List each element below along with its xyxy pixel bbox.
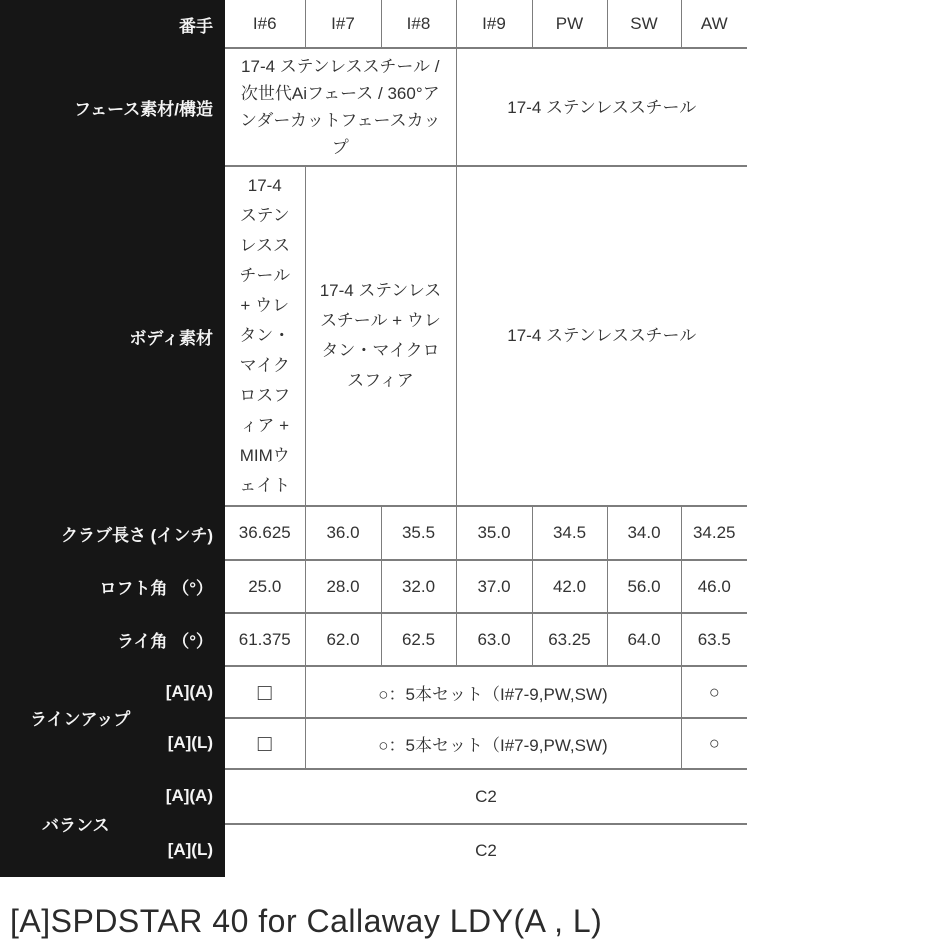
header-row (0, 0, 747, 48)
col-header-i9: I#9 (456, 0, 532, 48)
club-length-row (0, 506, 747, 560)
loft-angle-row (0, 560, 747, 613)
balance-group-label: バランス (42, 815, 110, 835)
lineup-group-label: ラインアップ (30, 710, 131, 729)
length-cell: 34.0 (607, 506, 681, 560)
lineup-a-aw-circle-glyph: ○ (681, 666, 747, 718)
lie-cell: 63.0 (456, 613, 532, 666)
lie-cell: 64.0 (607, 613, 681, 666)
lineup-sub-label-a: [A](A) (165, 681, 213, 701)
balance-sub-label-a: [A](A) (165, 786, 213, 805)
col-header-pw: PW (532, 0, 607, 48)
col-header-sw: SW (607, 0, 681, 48)
lineup-l-aw-circle-glyph: ○ (681, 718, 747, 769)
lie-cell: 63.5 (681, 613, 747, 666)
lineup-a-i6-square-glyph: □ (225, 666, 305, 718)
lineup-sub-label-l: [A](L) (167, 733, 213, 753)
loft-cell: 32.0 (381, 560, 456, 613)
col-header-aw: AW (681, 0, 747, 48)
product-caption: [A]SPDSTAR 40 for Callaway LDY(A , L) (10, 903, 603, 939)
length-cell: 34.5 (532, 506, 607, 560)
length-cell: 36.0 (305, 506, 381, 560)
length-cell: 35.0 (456, 506, 532, 560)
row-header-lie-angle: ライ角 （°） (0, 613, 225, 666)
lineup-l-i6-square-glyph: □ (225, 718, 305, 769)
lie-cell: 62.0 (305, 613, 381, 666)
lineup-l-set-note-cell: ○：5本セット（I#7-9,PW,SW) (305, 718, 681, 769)
lie-cell: 61.375 (225, 613, 305, 666)
row-header-lineup (0, 666, 225, 769)
loft-cell: 25.0 (225, 560, 305, 613)
length-cell: 36.625 (225, 506, 305, 560)
face-material-row (0, 48, 747, 166)
col-header-i8: I#8 (381, 0, 456, 48)
length-cell: 34.25 (681, 506, 747, 560)
row-header-loft-angle: ロフト角 （°） (0, 560, 225, 613)
length-cell: 35.5 (381, 506, 456, 560)
balance-a-value-cell: C2 (225, 769, 747, 824)
lie-cell: 63.25 (532, 613, 607, 666)
loft-cell: 42.0 (532, 560, 607, 613)
loft-cell: 28.0 (305, 560, 381, 613)
balance-row-a (0, 769, 747, 824)
lie-angle-row (0, 613, 747, 666)
loft-cell: 56.0 (607, 560, 681, 613)
lineup-a-set-note-cell: ○：5本セット（I#7-9,PW,SW) (305, 666, 681, 718)
loft-cell: 37.0 (456, 560, 532, 613)
body-material-i7-i8-cell: 17-4 ステンレススチール + ウレタン・マイクロスフィア (305, 166, 456, 506)
row-header-club-length: クラブ長さ (インチ) (0, 506, 225, 560)
face-material-i6-i8-cell: 17-4 ステンレススチール / 次世代Aiフェース / 360°アンダーカットフェースカップ (225, 48, 456, 166)
row-header-balance (0, 769, 225, 877)
row-header-body-material: ボディ素材 (0, 166, 225, 506)
balance-sub-label-l: [A](L) (167, 840, 213, 859)
body-material-i6-cell: 17-4 ステンレススチール + ウレタン・マイクロスフィア + MIMウェイト (225, 166, 305, 506)
balance-l-value-cell: C2 (225, 824, 747, 877)
lineup-row-a (0, 666, 747, 718)
row-header-club-number: 番手 (0, 0, 225, 48)
col-header-i6: I#6 (225, 0, 305, 48)
face-material-i9-aw-cell: 17-4 ステンレススチール (456, 48, 747, 166)
body-material-row (0, 166, 747, 506)
lie-cell: 62.5 (381, 613, 456, 666)
body-material-i9-aw-cell: 17-4 ステンレススチール (456, 166, 747, 506)
col-header-i7: I#7 (305, 0, 381, 48)
loft-cell: 46.0 (681, 560, 747, 613)
row-header-face-material: フェース素材/構造 (0, 48, 225, 166)
